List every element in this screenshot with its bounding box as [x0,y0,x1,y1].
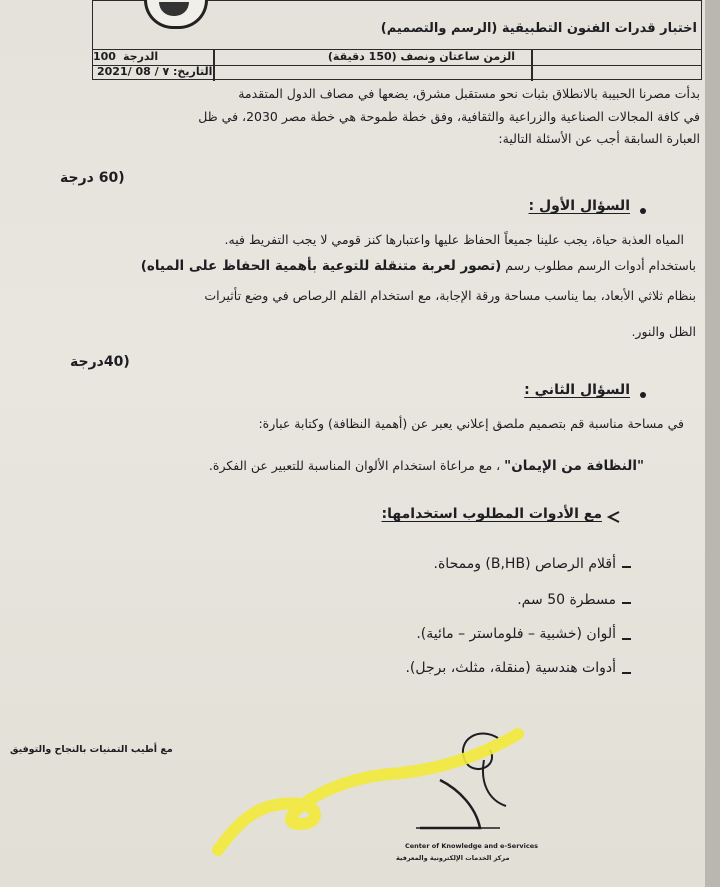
tool-item-2: مسطرة 50 سم. [517,592,616,608]
exam-duration: الزمن ساعتان ونصف (150 دقيقة) [327,50,515,63]
q2-line-2-normal: ، مع مراعاة استخدام الألوان المناسبة للتعبير عن الفكرة. [208,458,501,473]
q2-line-1: في مساحة مناسبة قم بتصميم ملصق إعلاني يعبر عن (أهمية النظافة) وكتابة عبارة: [258,416,684,431]
exam-date: التاريخ: ٧ / 08 /2021 [97,65,213,78]
q1-line-2-normal: باستخدام أدوات الرسم مطلوب رسم [505,258,696,273]
q1-heading: السؤال الأول : [528,198,630,214]
q1-bullet [640,208,646,214]
q2-quote: "النظافة من الإيمان" [504,458,644,474]
grade-label: الدرجة [123,50,159,63]
q1-line-4: الظل والنور. [631,324,696,339]
q2-line-2 [209,458,644,474]
tool-dash-3 [622,638,631,640]
intro-line-2: في كافة المجالات الصناعية والزراعية والثقافية، وفق خطة طموحة هي خطة مصر 2030، في ظل [198,109,700,124]
exam-title: اختبار قدرات الفنون التطبيقية (الرسم والتصميم) [380,21,697,36]
closing-wishes: مع أطيب التمنيات بالنجاح والتوفيق [10,744,173,755]
q1-line-1: المياه العذبة حياة، يجب علينا جميعاً الحفاظ عليها واعتبارها كنز قومي لا يجب التفريط فيه. [224,232,684,247]
q1-line-3: بنظام ثلاثي الأبعاد، بما يناسب مساحة ورقة الإجابة، مع استخدام القلم الرصاص في وضع تأثيرات [204,288,696,303]
q2-heading: السؤال الثاني : [524,382,630,398]
tools-heading: مع الأدوات المطلوب استخدامها: [381,506,602,522]
tool-item-1: أقلام الرصاص (B,HB) وممحاة. [433,556,616,572]
header-divider-right [531,49,533,81]
tool-dash-2 [622,602,631,604]
stamp-arabic: مركز الخدمات الإلكترونية والمعرفية [396,854,510,862]
tool-item-3: ألوان (خشبية – فلوماستر – مائية). [416,626,616,642]
q1-marks: (60 درجة [60,170,125,186]
arrow-bullet-icon [607,510,621,524]
tool-dash-1 [622,566,631,568]
grade-value: 100 [93,50,116,63]
highlighter-stroke [200,720,560,870]
tool-item-4: أدوات هندسية (منقلة، مثلث، برجل). [405,660,616,676]
q1-line-2 [141,258,696,274]
intro-line-3: العبارة السابقة أجب عن الأسئلة التالية: [498,131,700,146]
tool-dash-4 [622,672,631,674]
q1-line-2-emphasis: (تصور لعربة متنقلة للتوعية بأهمية الحفاظ على المياه) [140,258,502,274]
q2-marks: (40درجة [70,354,130,370]
q2-bullet [640,392,646,398]
intro-line-1: بدأت مصرنا الحبيبة بالانطلاق بثبات نحو مستقبل مشرق، يضعها في مصاف الدول المتقدمة [238,86,700,101]
stamp-english: Center of Knowledge and e-Services [405,842,539,850]
header-divider-left [213,49,215,81]
